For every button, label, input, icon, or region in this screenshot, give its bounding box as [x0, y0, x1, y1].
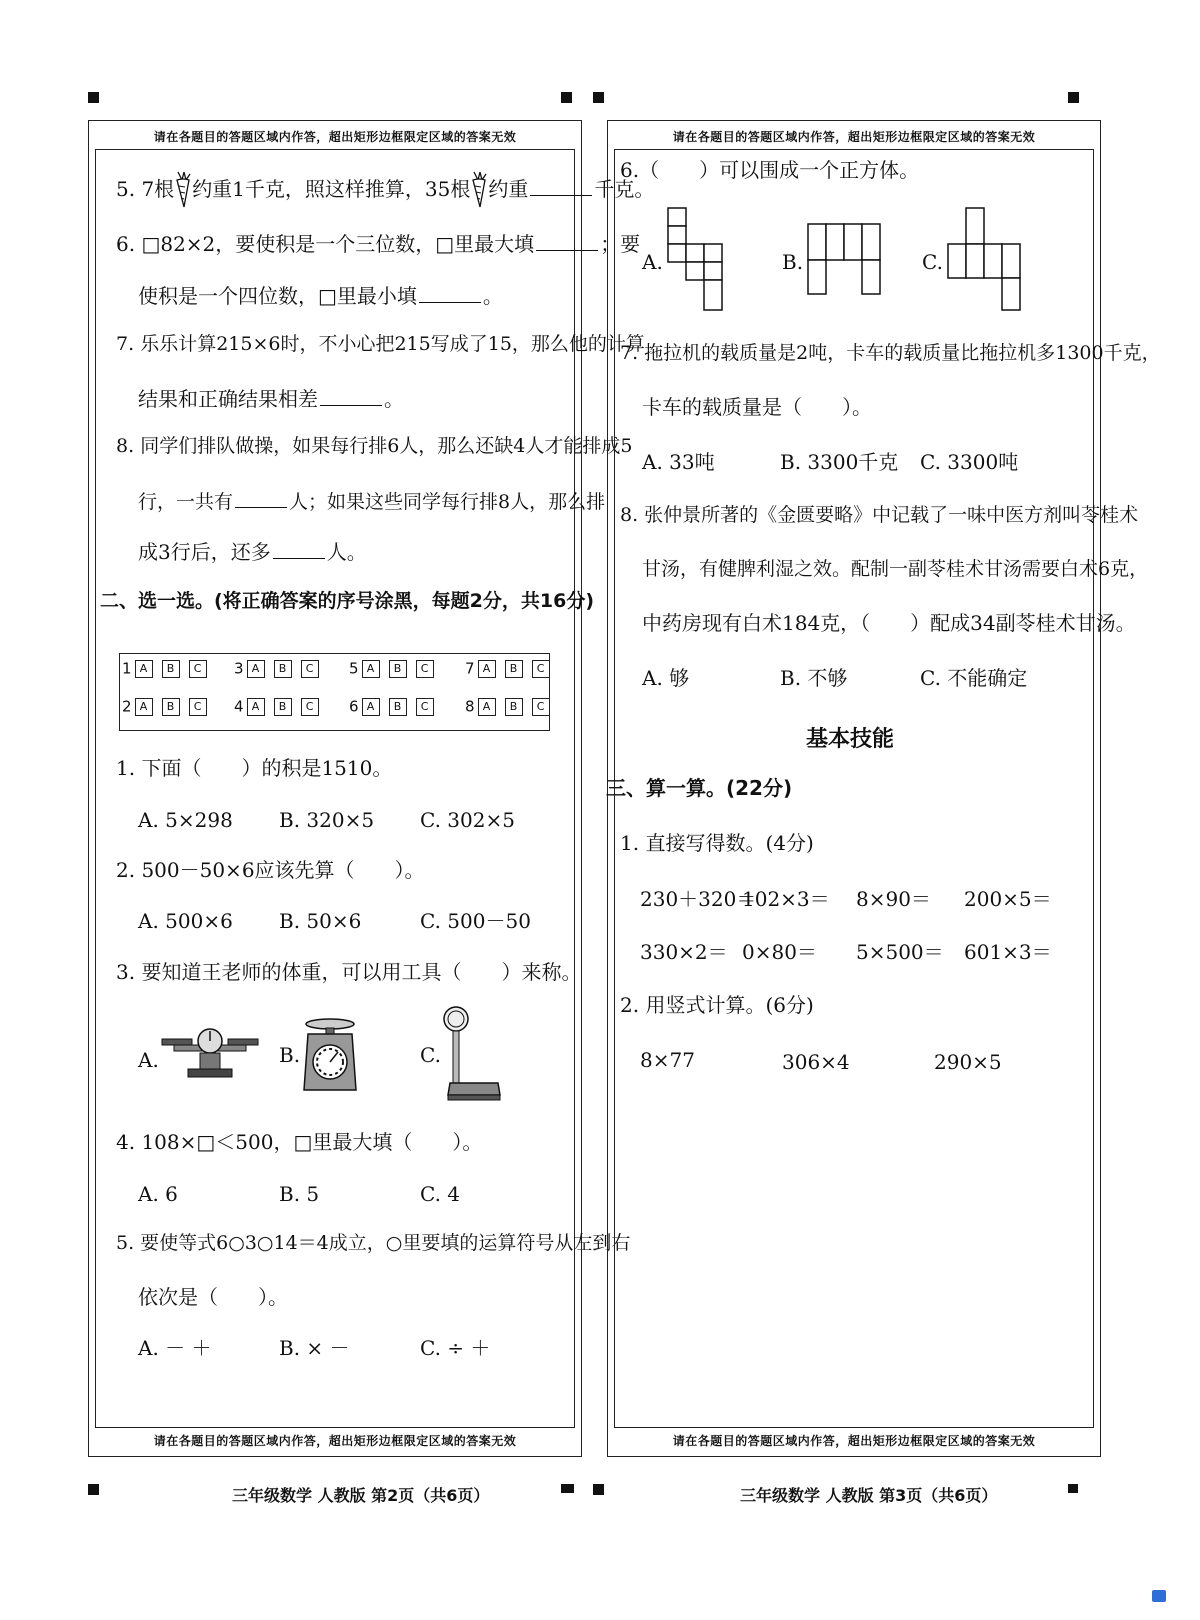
choice-7-option-c[interactable]: C. 3300吨 — [920, 450, 1019, 474]
choice-8-option-c[interactable]: C. 不能确定 — [920, 666, 1028, 690]
question-6-line-1: 6. □82×2，要使积是一个三位数，□里最大填 ；要 — [116, 232, 641, 256]
choice-7-option-b[interactable]: B. 3300千克 — [780, 450, 899, 474]
choice-1-option-c[interactable]: C. 302×5 — [420, 808, 515, 832]
answer-bubble-group — [465, 659, 556, 678]
calc-item: 601×3＝ — [964, 940, 1052, 964]
choice-2-option-b[interactable]: B. 50×6 — [279, 909, 362, 933]
choice-6-option-b[interactable]: B. — [782, 250, 804, 274]
registration-mark — [1068, 1484, 1078, 1493]
answer-blank[interactable] — [320, 387, 382, 406]
answer-bubble-b[interactable]: B — [162, 698, 180, 716]
answer-bubble-b[interactable]: B — [389, 698, 407, 716]
answer-bubble-c[interactable]: C — [532, 660, 550, 678]
answer-bubble-group — [122, 697, 213, 716]
answer-blank[interactable] — [530, 177, 592, 196]
answer-bubble-b[interactable]: B — [389, 660, 407, 678]
choice-3: 3. 要知道王老师的体重，可以用工具（ ）来称。 — [116, 960, 582, 984]
choice-7-line-1: 7. 拖拉机的载质量是2吨，卡车的载质量比拖拉机多1300千克， — [620, 342, 1161, 364]
answer-bubble-c[interactable]: C — [532, 698, 550, 716]
page-footer: 三年级数学 人教版 第2页（共6页） — [232, 1486, 490, 1505]
answer-number: 8 — [465, 697, 475, 716]
choice-1-option-b[interactable]: B. 320×5 — [279, 808, 375, 832]
answer-bubble-b[interactable]: B — [162, 660, 180, 678]
choice-8-option-b[interactable]: B. 不够 — [780, 666, 848, 690]
choice-3-option-a[interactable]: A. — [138, 1048, 159, 1072]
answer-area-notice: 请在各题目的答题区域内作答，超出矩形边框限定区域的答案无效 — [153, 130, 517, 144]
registration-mark — [88, 92, 99, 103]
subquestion-1: 1. 直接写得数。(4分) — [620, 831, 814, 855]
answer-number: 2 — [122, 697, 132, 716]
question-8-line-2: 行，一共有 人；如果这些同学每行排8人，那么排 — [138, 491, 606, 513]
choice-2-option-c[interactable]: C. 500－50 — [420, 909, 531, 933]
choice-8-option-a[interactable]: A. 够 — [642, 666, 690, 690]
answer-number: 7 — [465, 659, 475, 678]
choice-8-line-1: 8. 张仲景所著的《金匮要略》中记载了一味中医方剂叫苓桂术 — [620, 504, 1139, 526]
question-7-line-1: 7. 乐乐计算215×6时，不小心把215写成了15，那么他的计算 — [116, 333, 645, 355]
answer-bubble-group — [349, 697, 440, 716]
calc-item: 5×500＝ — [856, 940, 944, 964]
registration-mark — [88, 1484, 99, 1495]
calc-item: 330×2＝ — [640, 940, 728, 964]
calc-item: 8×90＝ — [856, 887, 931, 911]
choice-6-option-a[interactable]: A. — [642, 250, 663, 274]
choice-2-option-a[interactable]: A. 500×6 — [138, 909, 233, 933]
choice-4-option-a[interactable]: A. 6 — [138, 1182, 178, 1206]
kitchen-scale-icon — [302, 1018, 358, 1094]
balance-scale-icon — [160, 1025, 260, 1081]
registration-mark — [1068, 92, 1079, 103]
choice-7-line-2: 卡车的载质量是（ ）。 — [642, 395, 872, 419]
answer-bubble-a[interactable]: A — [135, 660, 153, 678]
choice-3-option-b[interactable]: B. — [279, 1043, 301, 1067]
choice-1: 1. 下面（ ）的积是1510。 — [116, 756, 393, 780]
question-6-line-2: 使积是一个四位数，□里最小填 。 — [138, 284, 503, 308]
answer-bubble-c[interactable]: C — [301, 698, 319, 716]
calc-item: 102×3＝ — [742, 887, 830, 911]
left-page-frame — [88, 120, 582, 1457]
answer-bubble-c[interactable]: C — [416, 660, 434, 678]
answer-number: 3 — [234, 659, 244, 678]
answer-bubble-a[interactable]: A — [362, 660, 380, 678]
answer-bubble-a[interactable]: A — [247, 660, 265, 678]
answer-bubble-group — [122, 659, 213, 678]
choice-4: 4. 108×□＜500，□里最大填（ ）。 — [116, 1130, 483, 1154]
choice-7-option-a[interactable]: A. 33吨 — [642, 450, 715, 474]
cube-net-c — [948, 208, 1024, 312]
answer-number: 4 — [234, 697, 244, 716]
answer-bubble-a[interactable]: A — [478, 660, 496, 678]
choice-5-option-a[interactable]: A. － ＋ — [138, 1336, 212, 1360]
question-7-line-2: 结果和正确结果相差 。 — [138, 387, 404, 411]
answer-area-notice: 请在各题目的答题区域内作答，超出矩形边框限定区域的答案无效 — [153, 1434, 517, 1448]
registration-mark — [561, 1484, 574, 1493]
carrot-icon — [174, 170, 192, 208]
answer-bubble-b[interactable]: B — [505, 698, 523, 716]
vertical-calc-item: 306×4 — [782, 1050, 850, 1074]
section-heading: 基本技能 — [806, 727, 895, 752]
vertical-calc-item: 290×5 — [934, 1050, 1002, 1074]
carrot-icon — [470, 170, 488, 208]
answer-bubble-group — [349, 659, 440, 678]
scanner-logo-icon — [1152, 1590, 1166, 1602]
answer-bubble-b[interactable]: B — [274, 698, 292, 716]
calc-item: 230＋320＝ — [640, 887, 757, 911]
answer-blank[interactable] — [273, 540, 325, 559]
choice-6: 6.（ ）可以围成一个正方体。 — [620, 158, 920, 182]
choice-8-line-2: 甘汤，有健脾利湿之效。配制一副苓桂术甘汤需要白术6克， — [642, 558, 1149, 580]
choice-5-option-b[interactable]: B. × － — [279, 1336, 350, 1360]
answer-bubble-c[interactable]: C — [301, 660, 319, 678]
calc-item: 200×5＝ — [964, 887, 1052, 911]
answer-bubble-a[interactable]: A — [135, 698, 153, 716]
choice-5-option-c[interactable]: C. ÷ ＋ — [420, 1336, 491, 1360]
answer-bubble-b[interactable]: B — [505, 660, 523, 678]
answer-bubble-group — [465, 697, 556, 716]
answer-bubble-b[interactable]: B — [274, 660, 292, 678]
answer-blank[interactable] — [419, 284, 481, 303]
question-8-line-3: 成3行后，还多 人。 — [138, 540, 367, 564]
cube-net-a — [668, 208, 724, 312]
registration-mark — [593, 1484, 604, 1495]
cube-net-b — [808, 224, 884, 296]
answer-area-notice: 请在各题目的答题区域内作答，超出矩形边框限定区域的答案无效 — [672, 130, 1036, 144]
registration-mark — [561, 92, 572, 103]
answer-bubble-c[interactable]: C — [189, 698, 207, 716]
choice-5-line-2: 依次是（ ）。 — [138, 1285, 288, 1309]
registration-mark — [593, 92, 604, 103]
calc-item: 0×80＝ — [742, 940, 817, 964]
answer-blank[interactable] — [235, 489, 287, 508]
answer-area-notice: 请在各题目的答题区域内作答，超出矩形边框限定区域的答案无效 — [672, 1434, 1036, 1448]
answer-bubble-c[interactable]: C — [189, 660, 207, 678]
answer-blank[interactable] — [536, 232, 598, 251]
choice-6-option-c[interactable]: C. — [922, 250, 943, 274]
subquestion-2: 2. 用竖式计算。(6分) — [620, 993, 814, 1017]
answer-bubble-group — [234, 697, 325, 716]
choice-5-line-1: 5. 要使等式6○3○14＝4成立，○里要填的运算符号从左到右 — [116, 1232, 631, 1254]
choice-4-option-b[interactable]: B. 5 — [279, 1182, 320, 1206]
answer-number: 1 — [122, 659, 132, 678]
question-5: 5. 7根 约重1千克，照这样推算，35根 约重 千克。 — [116, 170, 654, 208]
section-3-title: 三、算一算。(22分) — [606, 776, 793, 800]
choice-2: 2. 500－50×6应该先算（ ）。 — [116, 858, 425, 882]
choice-8-line-3: 中药房现有白术184克，（ ）配成34副苓桂术甘汤。 — [642, 611, 1136, 635]
page-footer: 三年级数学 人教版 第3页（共6页） — [740, 1486, 998, 1505]
answer-number: 6 — [349, 697, 359, 716]
platform-scale-icon — [440, 1005, 502, 1105]
answer-bubble-a[interactable]: A — [247, 698, 265, 716]
section-2-title: 二、选一选。(将正确答案的序号涂黑，每题2分，共16分) — [100, 590, 595, 612]
question-8-line-1: 8. 同学们排队做操，如果每行排6人，那么还缺4人才能排成5 — [116, 435, 633, 457]
answer-bubble-group — [234, 659, 325, 678]
choice-3-option-c[interactable]: C. — [420, 1043, 441, 1067]
answer-bubble-a[interactable]: A — [362, 698, 380, 716]
choice-1-option-a[interactable]: A. 5×298 — [138, 808, 233, 832]
choice-4-option-c[interactable]: C. 4 — [420, 1182, 461, 1206]
answer-number: 5 — [349, 659, 359, 678]
vertical-calc-item: 8×77 — [640, 1048, 695, 1072]
answer-bubble-a[interactable]: A — [478, 698, 496, 716]
answer-bubble-c[interactable]: C — [416, 698, 434, 716]
